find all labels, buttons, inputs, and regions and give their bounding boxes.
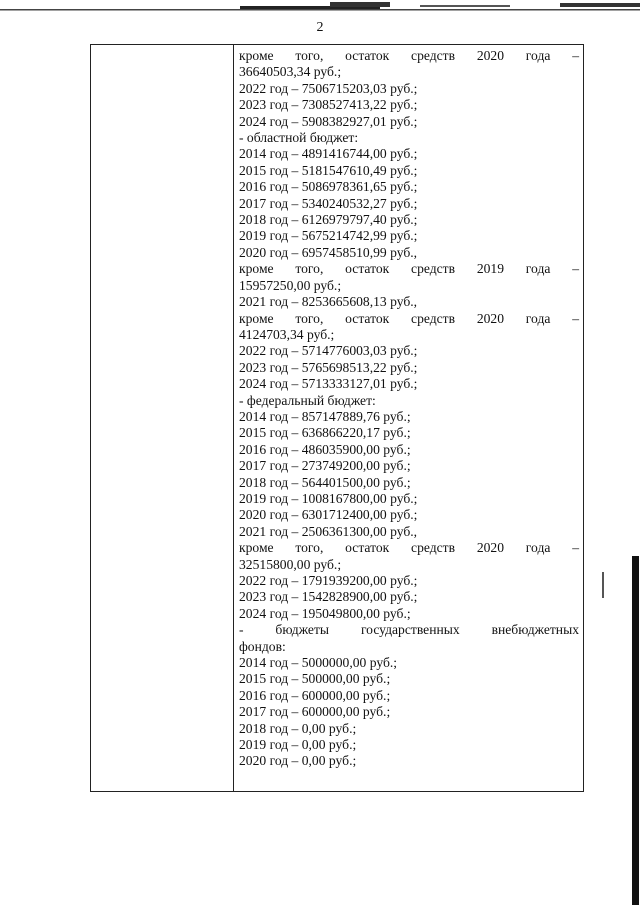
text-line: 2014 год – 5000000,00 руб.; <box>239 655 398 671</box>
text-line: 2022 год – 5714776003,03 руб.; <box>239 343 418 359</box>
page-number: 2 <box>316 20 324 35</box>
text-line: 32515800,00 руб.; <box>239 556 342 572</box>
text-line: 2017 год – 600000,00 руб.; <box>239 704 391 720</box>
text-line: кроме того, остаток средств 2019 года – <box>239 261 579 277</box>
text-line: 2024 год – 5713333127,01 руб.; <box>239 376 418 392</box>
scan-edge-artifact <box>632 556 639 905</box>
text-line: 2020 год – 6957458510,99 руб., <box>239 244 418 260</box>
text-line: - федеральный бюджет: <box>239 392 376 408</box>
text-line: 2022 год – 7506715203,03 руб.; <box>239 80 418 96</box>
text-line: 2016 год – 600000,00 руб.; <box>239 687 391 703</box>
text-line: 2023 год – 5765698513,22 руб.; <box>239 359 418 375</box>
text-line: 2017 год – 273749200,00 руб.; <box>239 458 411 474</box>
text-line: кроме того, остаток средств 2020 года – <box>239 540 579 556</box>
text-line: фондов: <box>239 638 286 654</box>
text-line: 2022 год – 1791939200,00 руб.; <box>239 573 418 588</box>
text-line: 2024 год – 5908382927,01 руб.; <box>239 113 418 129</box>
scan-artifact-top <box>0 0 640 14</box>
text-line: 2015 год – 5181547610,49 руб.; <box>239 162 418 178</box>
text-line: 2016 год – 5086978361,65 руб.; <box>239 179 418 195</box>
text-line: 2018 год – 6126979797,40 руб.; <box>239 212 418 228</box>
text-line: 2023 год – 7308527413,22 руб.; <box>239 97 418 113</box>
scan-mark <box>602 572 604 598</box>
text-line: - бюджеты государственных внебюджетных <box>239 622 579 638</box>
text-line: 2024 год – 195049800,00 руб.; <box>239 605 411 621</box>
text-line: кроме того, остаток средств 2020 года – <box>239 48 579 63</box>
table-right-column <box>234 45 583 791</box>
text-line: 2016 год – 486035900,00 руб.; <box>239 441 411 457</box>
text-line: 2015 год – 636866220,17 руб.; <box>239 425 411 441</box>
document-table <box>90 44 584 792</box>
text-line: 2021 год – 2506361300,00 руб., <box>239 523 418 539</box>
text-line: 2015 год – 500000,00 руб.; <box>239 671 391 687</box>
text-line: - областной бюджет: <box>239 130 359 146</box>
text-line: 36640503,34 руб.; <box>239 64 342 80</box>
text-line: 2019 год – 0,00 руб.; <box>239 737 357 753</box>
text-line: 2014 год – 4891416744,00 руб.; <box>239 146 418 162</box>
text-line: 2020 год – 6301712400,00 руб.; <box>239 507 418 523</box>
text-line: 2023 год – 1542828900,00 руб.; <box>239 589 418 605</box>
text-line: 2020 год – 0,00 руб.; <box>239 753 357 769</box>
text-line: 2021 год – 8253665608,13 руб., <box>239 294 418 310</box>
text-line: 4124703,34 руб.; <box>239 326 335 342</box>
text-line: 2018 год – 0,00 руб.; <box>239 720 357 736</box>
table-left-column <box>91 45 234 791</box>
text-line: 2017 год – 5340240532,27 руб.; <box>239 195 418 211</box>
text-line: 2019 год – 1008167800,00 руб.; <box>239 490 418 506</box>
text-line: кроме того, остаток средств 2020 года – <box>239 310 579 326</box>
text-line: 15957250,00 руб.; <box>239 277 342 293</box>
text-line: 2014 год – 857147889,76 руб.; <box>239 408 411 424</box>
text-line: 2018 год – 564401500,00 руб.; <box>239 474 411 490</box>
text-line: 2019 год – 5675214742,99 руб.; <box>239 228 418 244</box>
